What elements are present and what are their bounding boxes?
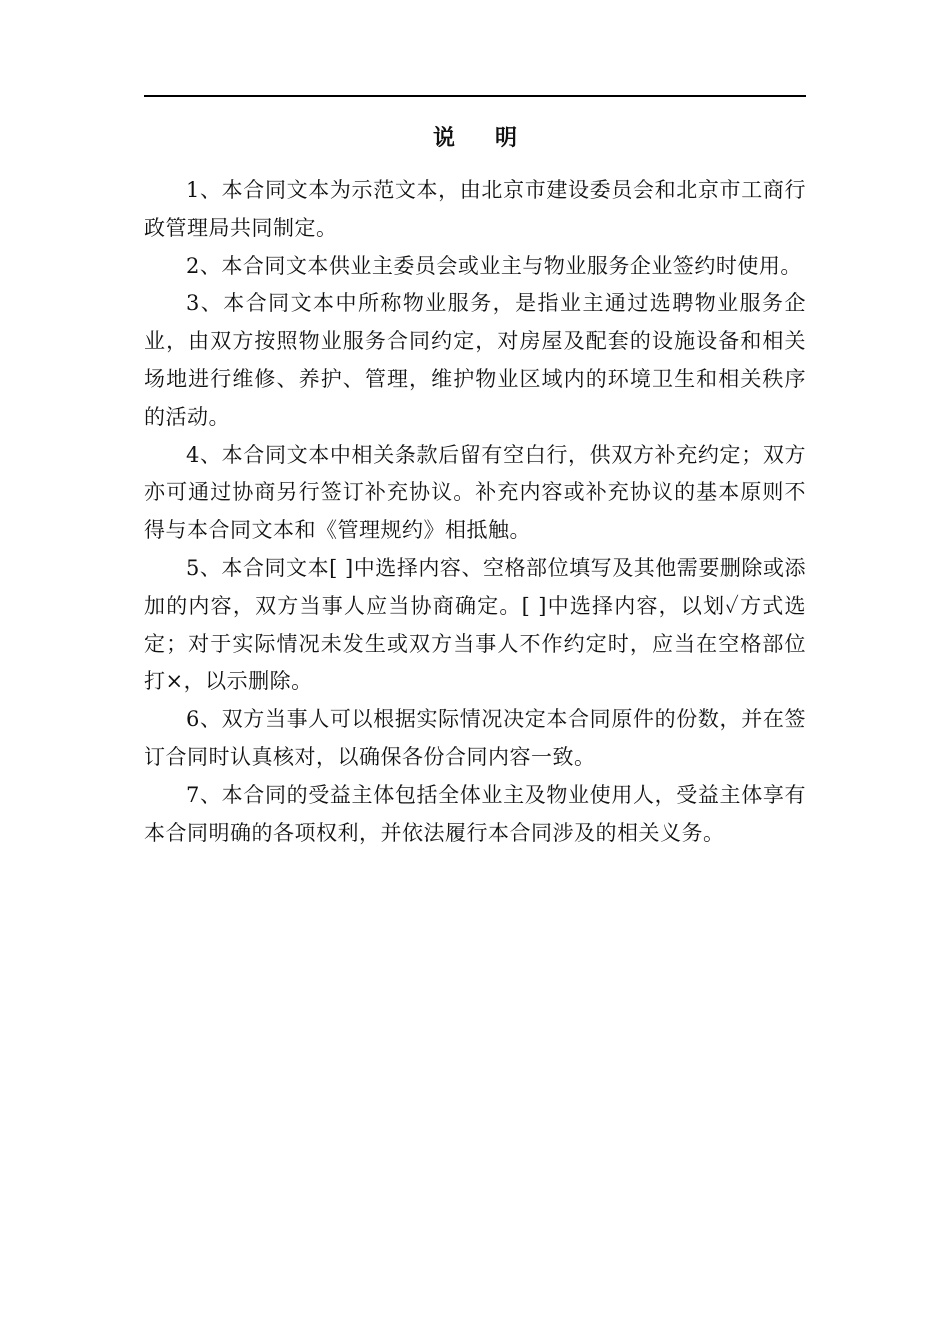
paragraph-2: 2、本合同文本供业主委员会或业主与物业服务企业签约时使用。 [186, 253, 802, 278]
top-divider [144, 95, 806, 97]
paragraph-7: 7、本合同的受益主体包括全体业主及物业使用人，受益主体享有本合同明确的各项权利，并依法履行本合同涉及的相关义务。 [144, 782, 806, 845]
paragraph-3: 3、本合同文本中所称物业服务，是指业主通过选聘物业服务企业，由双方按照物业服务合同约定，对房屋及配套的设施设备和相关场地进行维修、养护、管理，维护物业区域内的环境卫生和相关秩序的活动。 [144, 291, 806, 429]
paragraph-4: 4、本合同文本中相关条款后留有空白行，供双方补充约定；双方亦可通过协商另行签订补充协议。补充内容或补充协议的基本原则不得与本合同文本和《管理规约》相抵触。 [144, 442, 806, 543]
paragraph-1: 1、本合同文本为示范文本，由北京市建设委员会和北京市工商行政管理局共同制定。 [144, 178, 806, 240]
page-title: 说明 [432, 125, 557, 151]
paragraph-6: 6、双方当事人可以根据实际情况决定本合同原件的份数，并在签订合同时认真核对，以确保各份合同内容一致。 [144, 707, 806, 769]
paragraph-5: 5、本合同文本[ ]中选择内容、空格部位填写及其他需要删除或添加的内容，双方当事人应当协商确定。[ ]中选择内容，以划✓方式选定；对于实际情况未发生或双方当事人不作约定时，应当在空格部位打×，以示删除。 [144, 555, 806, 694]
explanation-body [144, 172, 806, 852]
